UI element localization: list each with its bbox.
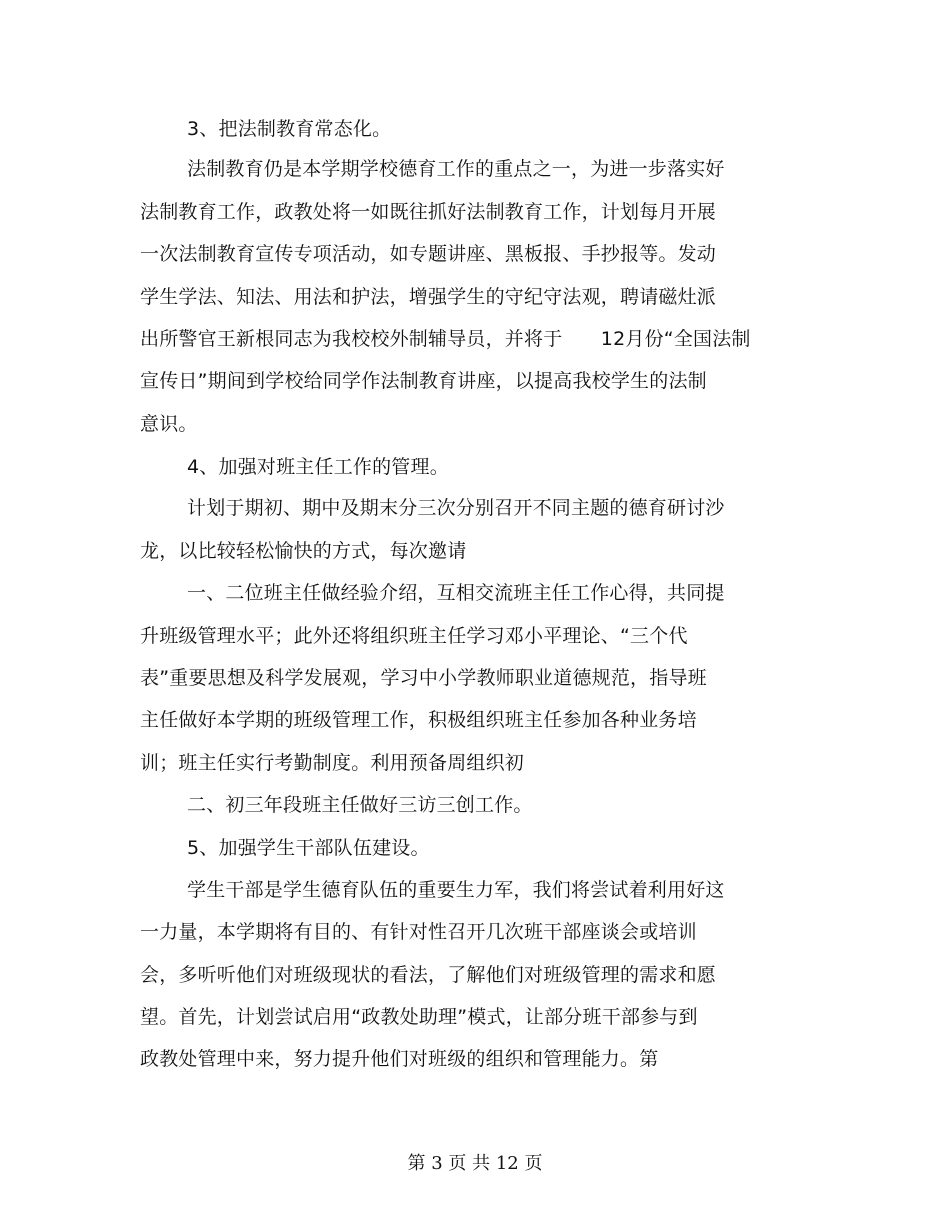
heading-4: 4、加强对班主任工作的管理。 <box>187 456 449 478</box>
heading-5: 5、加强学生干部队伍建设。 <box>187 837 430 859</box>
paragraph-line: 政教处管理中来，努力提升他们对班级的组织和管理能力。第 <box>140 1048 659 1070</box>
paragraph-line: 计划于期初、期中及期末分三次分别召开不同主题的德育研讨沙 <box>187 497 725 519</box>
paragraph-line: 升班级管理水平；此外还将组织班主任学习邓小平理论、“三个代 <box>140 625 688 647</box>
paragraph-line: 一力量，本学期将有目的、有针对性召开几次班干部座谈会或培训 <box>140 921 697 943</box>
paragraph-line: 宣传日”期间到学校给同学作法制教育讲座，以提高我校学生的法制 <box>140 370 707 392</box>
paragraph-line: 一次法制教育宣传专项活动，如专题讲座、黑板报、手抄报等。发动 <box>140 243 717 265</box>
heading-3: 3、把法制教育常态化。 <box>187 118 392 140</box>
paragraph-line: 会，多听听他们对班级现状的看法，了解他们对班级管理的需求和愿 <box>140 964 717 986</box>
paragraph-line: 训；班主任实行考勤制度。利用预备周组织初 <box>140 752 525 774</box>
paragraph-line: 一、二位班主任做经验介绍，互相交流班主任工作心得，共同提 <box>187 582 725 604</box>
paragraph-line: 表”重要思想及科学发展观，学习中小学教师职业道德规范，指导班 <box>140 667 707 689</box>
paragraph-line: 出所警官王新根同志为我校校外制辅导员，并将于 12月份“全国法制 <box>140 328 751 350</box>
paragraph-line: 望。首先，计划尝试启用“政教处助理”模式，让部分班干部参与到 <box>140 1006 698 1028</box>
paragraph-line: 法制教育仍是本学期学校德育工作的重点之一，为进一步落实好 <box>187 158 725 180</box>
paragraph-line: 二、初三年段班主任做好三访三创工作。 <box>187 794 533 816</box>
paragraph-line: 法制教育工作，政教处将一如既往抓好法制教育工作，计划每月开展 <box>140 201 717 223</box>
paragraph-line: 龙，以比较轻松愉快的方式，每次邀请 <box>140 540 467 562</box>
paragraph-line: 主任做好本学期的班级管理工作，积极组织班主任参加各种业务培 <box>140 709 697 731</box>
page-number-footer: 第 3 页 共 12 页 <box>407 1153 543 1174</box>
paragraph-line: 学生干部是学生德育队伍的重要生力军，我们将尝试着利用好这 <box>187 879 725 901</box>
paragraph-line: 意识。 <box>140 413 198 435</box>
paragraph-line: 学生学法、知法、用法和护法，增强学生的守纪守法观，聘请磁灶派 <box>140 286 717 308</box>
